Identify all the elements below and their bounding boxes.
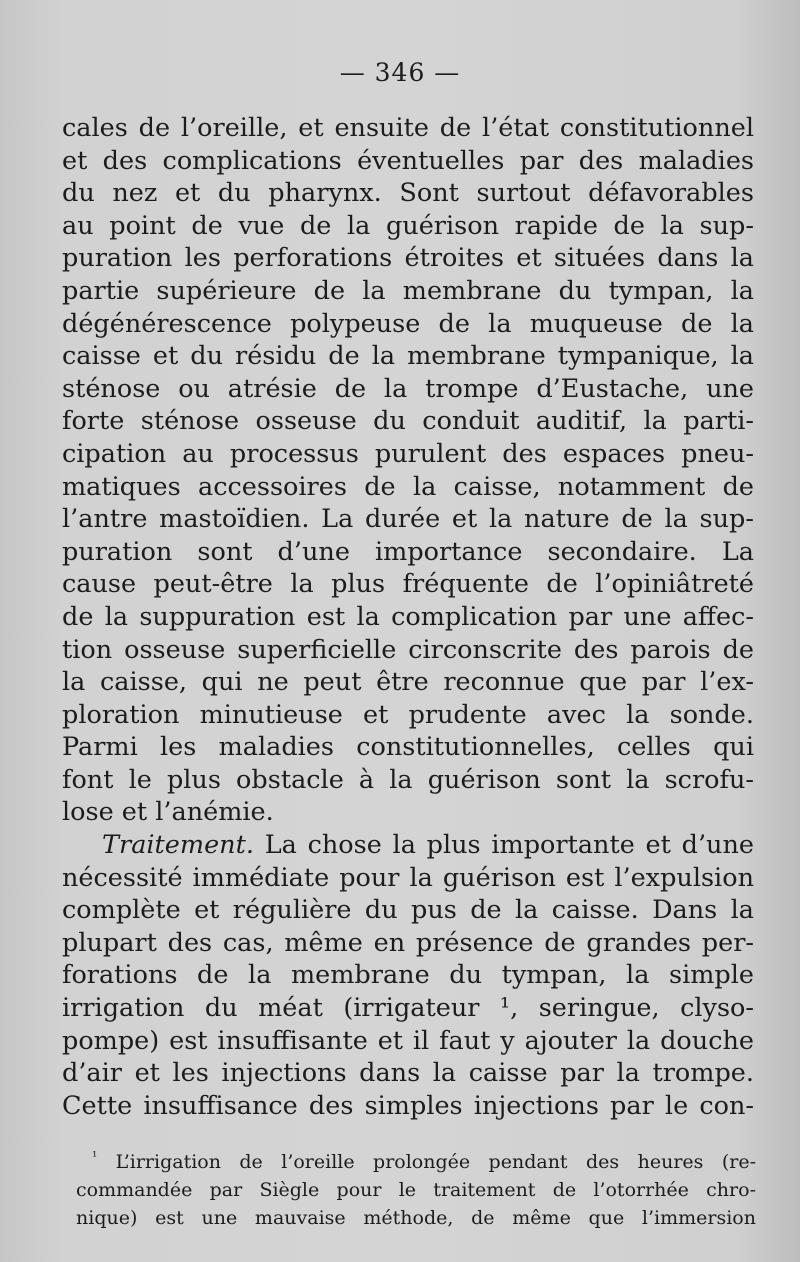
- footnote-line: commandée par Siègle pour le traitement de l’otorrhée chro-: [76, 1179, 756, 1201]
- text-line-rest: La chose la plus importante et d’une: [253, 830, 754, 861]
- text-line-first: [62, 829, 754, 862]
- text-line: partie supérieure de la membrane du tympan, la: [62, 275, 754, 306]
- page-number: — 346 —: [339, 58, 461, 87]
- text-line: Cette insuffisance des simples injections par le con-: [62, 1090, 754, 1121]
- text-line: pompe) est insuffisante et il faut y ajouter la douche: [62, 1025, 754, 1056]
- footnote: [76, 1148, 756, 1232]
- text-line: nécessité immédiate pour la guérison est l’expulsion: [62, 862, 754, 893]
- text-line: de la suppuration est la complication par une affec-: [62, 601, 754, 632]
- text-line: cipation au processus purulent des espaces pneu-: [62, 438, 754, 469]
- text-line: caisse et du résidu de la membrane tympanique, la: [62, 341, 754, 372]
- text-line: l’antre mastoïdien. La durée et la nature de la sup-: [62, 504, 754, 535]
- text-line: au point de vue de la guérison rapide de la sup-: [62, 210, 754, 241]
- text-line: dégénérescence polypeuse de la muqueuse de la: [62, 308, 754, 339]
- text-line: tion osseuse superficielle circonscrite des parois de: [62, 634, 754, 665]
- footnote-text: L’irrigation de l’oreille prolongée pendant des heures (re-: [97, 1151, 756, 1173]
- text-line: matiques accessoires de la caisse, notamment de: [62, 471, 754, 502]
- paragraph-prognosis: [62, 112, 754, 829]
- text-line: puration sont d’une importance secondaire. La: [62, 536, 754, 567]
- footnote-line: nique) est une mauvaise méthode, de même que l’immersion: [76, 1207, 756, 1229]
- text-line: puration les perforations étroites et situées dans la: [62, 243, 754, 274]
- text-line: complète et régulière du pus de la caisse. Dans la: [62, 895, 754, 926]
- footnote-marker: ¹: [92, 1149, 98, 1165]
- text-line: ploration minutieuse et prudente avec la sonde.: [62, 699, 754, 730]
- text-line: cales de l’oreille, et ensuite de l’état constitutionnel: [62, 113, 754, 143]
- text-line: cause peut-être la plus fréquente de l’opiniâtreté: [62, 569, 754, 600]
- text-line: lose et l’anémie.: [62, 797, 274, 828]
- text-line: sténose ou atrésie de la trompe d’Eustache, une: [62, 373, 754, 404]
- text-line: irrigation du méat (irrigateur ¹, seringue, clyso-: [62, 993, 754, 1024]
- text-line: du nez et du pharynx. Sont surtout défavorables: [62, 178, 754, 209]
- footnote-line: [76, 1148, 756, 1176]
- text-line: la caisse, qui ne peut être reconnue que par l’ex-: [62, 667, 754, 698]
- text-line: font le plus obstacle à la guérison sont la scrofu-: [62, 764, 754, 795]
- text-line: d’air et les injections dans la caisse par la trompe.: [62, 1058, 754, 1089]
- section-heading-traitement: Traitement.: [102, 830, 254, 861]
- text-line: et des complications éventuelles par des maladies: [62, 145, 754, 176]
- text-line: forations de la membrane du tympan, la simple: [62, 960, 754, 991]
- text-line: forte sténose osseuse du conduit auditif, la parti-: [62, 406, 754, 437]
- main-text: [62, 112, 754, 1122]
- paragraph-treatment: [62, 829, 754, 1122]
- text-line: plupart des cas, même en présence de grandes per-: [62, 927, 754, 958]
- text-line: Parmi les maladies constitutionnelles, celles qui: [62, 732, 754, 763]
